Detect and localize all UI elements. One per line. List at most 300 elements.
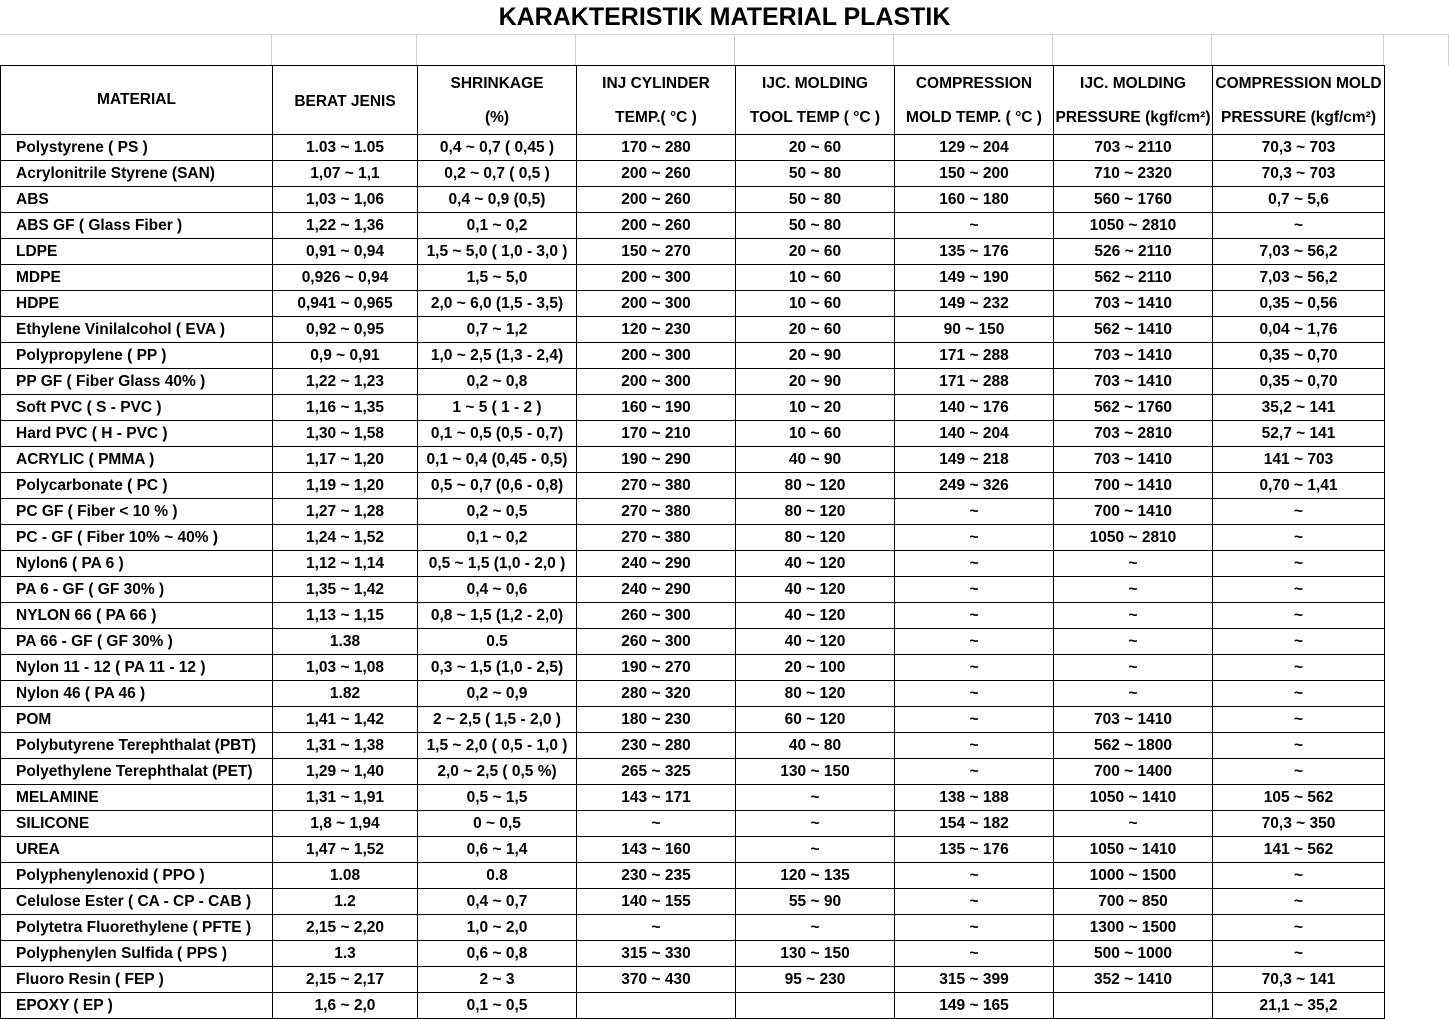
- cell-compression-mold-temp[interactable]: ~: [895, 707, 1054, 733]
- cell-inj-cylinder-temp[interactable]: 120 ~ 230: [577, 317, 736, 343]
- cell-berat-jenis[interactable]: 1.2: [273, 889, 418, 915]
- cell-ijc-tool-temp[interactable]: 130 ~ 150: [736, 941, 895, 967]
- cell-ijc-tool-temp[interactable]: 10 ~ 20: [736, 395, 895, 421]
- cell-compression-mold-temp[interactable]: ~: [895, 733, 1054, 759]
- cell-ijc-pressure[interactable]: 700 ~ 1410: [1054, 473, 1213, 499]
- cell-compression-mold-temp[interactable]: ~: [895, 941, 1054, 967]
- cell-inj-cylinder-temp[interactable]: 140 ~ 155: [577, 889, 736, 915]
- cell-ijc-tool-temp[interactable]: ~: [736, 837, 895, 863]
- cell-inj-cylinder-temp[interactable]: 143 ~ 171: [577, 785, 736, 811]
- cell-shrinkage[interactable]: 2 ~ 2,5 ( 1,5 - 2,0 ): [418, 707, 577, 733]
- cell-material[interactable]: Polycarbonate ( PC ): [1, 473, 273, 499]
- cell-shrinkage[interactable]: 0,5 ~ 1,5: [418, 785, 577, 811]
- cell-compression-mold-temp[interactable]: 150 ~ 200: [895, 161, 1054, 187]
- cell-ijc-tool-temp[interactable]: 50 ~ 80: [736, 213, 895, 239]
- cell-berat-jenis[interactable]: 1.82: [273, 681, 418, 707]
- cell-berat-jenis[interactable]: 1,03 ~ 1,06: [273, 187, 418, 213]
- cell-compression-mold-temp[interactable]: 149 ~ 232: [895, 291, 1054, 317]
- cell-compression-pressure[interactable]: 21,1 ~ 35,2: [1213, 993, 1385, 1019]
- cell-compression-pressure[interactable]: ~: [1213, 915, 1385, 941]
- cell-compression-mold-temp[interactable]: ~: [895, 499, 1054, 525]
- cell-ijc-tool-temp[interactable]: 80 ~ 120: [736, 525, 895, 551]
- cell-material[interactable]: SILICONE: [1, 811, 273, 837]
- cell-inj-cylinder-temp[interactable]: 230 ~ 280: [577, 733, 736, 759]
- cell-inj-cylinder-temp[interactable]: 180 ~ 230: [577, 707, 736, 733]
- empty-cell[interactable]: [0, 34, 272, 66]
- cell-ijc-pressure[interactable]: 1050 ~ 2810: [1054, 525, 1213, 551]
- empty-cell[interactable]: [576, 34, 735, 66]
- cell-shrinkage[interactable]: 0,4 ~ 0,6: [418, 577, 577, 603]
- header-ijc-pressure-unit[interactable]: PRESSURE (kgf/cm²): [1054, 100, 1213, 135]
- cell-berat-jenis[interactable]: 1,30 ~ 1,58: [273, 421, 418, 447]
- cell-ijc-pressure[interactable]: 500 ~ 1000: [1054, 941, 1213, 967]
- cell-compression-mold-temp[interactable]: 149 ~ 218: [895, 447, 1054, 473]
- cell-berat-jenis[interactable]: 1,12 ~ 1,14: [273, 551, 418, 577]
- cell-ijc-tool-temp[interactable]: 55 ~ 90: [736, 889, 895, 915]
- cell-berat-jenis[interactable]: 1,6 ~ 2,0: [273, 993, 418, 1019]
- cell-material[interactable]: MDPE: [1, 265, 273, 291]
- cell-inj-cylinder-temp[interactable]: 280 ~ 320: [577, 681, 736, 707]
- cell-berat-jenis[interactable]: 1.38: [273, 629, 418, 655]
- cell-inj-cylinder-temp[interactable]: 150 ~ 270: [577, 239, 736, 265]
- cell-compression-pressure[interactable]: 35,2 ~ 141: [1213, 395, 1385, 421]
- cell-ijc-tool-temp[interactable]: ~: [736, 811, 895, 837]
- cell-inj-cylinder-temp[interactable]: 170 ~ 210: [577, 421, 736, 447]
- cell-shrinkage[interactable]: 0,2 ~ 0,7 ( 0,5 ): [418, 161, 577, 187]
- cell-berat-jenis[interactable]: 1,29 ~ 1,40: [273, 759, 418, 785]
- cell-ijc-tool-temp[interactable]: 40 ~ 120: [736, 603, 895, 629]
- cell-material[interactable]: Polytetra Fluorethylene ( PFTE ): [1, 915, 273, 941]
- cell-inj-cylinder-temp[interactable]: 190 ~ 290: [577, 447, 736, 473]
- cell-ijc-tool-temp[interactable]: 20 ~ 100: [736, 655, 895, 681]
- cell-berat-jenis[interactable]: 1,47 ~ 1,52: [273, 837, 418, 863]
- cell-inj-cylinder-temp[interactable]: 200 ~ 300: [577, 291, 736, 317]
- cell-berat-jenis[interactable]: 1,19 ~ 1,20: [273, 473, 418, 499]
- table-row: [1, 603, 1385, 629]
- cell-berat-jenis[interactable]: 1,13 ~ 1,15: [273, 603, 418, 629]
- header-mold-temp-unit[interactable]: MOLD TEMP. ( °C ): [895, 100, 1054, 135]
- cell-compression-pressure[interactable]: ~: [1213, 733, 1385, 759]
- cell-berat-jenis[interactable]: 1.08: [273, 863, 418, 889]
- cell-compression-pressure[interactable]: 0,35 ~ 0,70: [1213, 343, 1385, 369]
- header-ijc-molding-pressure[interactable]: IJC. MOLDING: [1054, 66, 1213, 101]
- cell-shrinkage[interactable]: 0,1 ~ 0,5 (0,5 - 0,7): [418, 421, 577, 447]
- cell-shrinkage[interactable]: 0,2 ~ 0,9: [418, 681, 577, 707]
- cell-inj-cylinder-temp[interactable]: 270 ~ 380: [577, 499, 736, 525]
- cell-shrinkage[interactable]: 1,5 ~ 5,0: [418, 265, 577, 291]
- cell-ijc-tool-temp[interactable]: 20 ~ 90: [736, 343, 895, 369]
- cell-ijc-pressure[interactable]: 1000 ~ 1500: [1054, 863, 1213, 889]
- cell-material[interactable]: POM: [1, 707, 273, 733]
- cell-compression-mold-temp[interactable]: ~: [895, 655, 1054, 681]
- cell-compression-pressure[interactable]: 70,3 ~ 703: [1213, 161, 1385, 187]
- cell-shrinkage[interactable]: 1,0 ~ 2,0: [418, 915, 577, 941]
- cell-material[interactable]: Acrylonitrile Styrene (SAN): [1, 161, 273, 187]
- cell-compression-pressure[interactable]: ~: [1213, 499, 1385, 525]
- cell-compression-mold-temp[interactable]: 140 ~ 176: [895, 395, 1054, 421]
- cell-compression-pressure[interactable]: ~: [1213, 213, 1385, 239]
- cell-ijc-tool-temp[interactable]: 40 ~ 120: [736, 629, 895, 655]
- cell-compression-mold-temp[interactable]: 140 ~ 204: [895, 421, 1054, 447]
- cell-ijc-pressure[interactable]: 1050 ~ 1410: [1054, 837, 1213, 863]
- cell-ijc-tool-temp[interactable]: 40 ~ 120: [736, 577, 895, 603]
- cell-shrinkage[interactable]: 0,7 ~ 1,2: [418, 317, 577, 343]
- cell-ijc-pressure[interactable]: 703 ~ 1410: [1054, 369, 1213, 395]
- cell-compression-pressure[interactable]: 105 ~ 562: [1213, 785, 1385, 811]
- cell-compression-pressure[interactable]: ~: [1213, 603, 1385, 629]
- cell-ijc-pressure[interactable]: 1300 ~ 1500: [1054, 915, 1213, 941]
- cell-compression-pressure[interactable]: 0,7 ~ 5,6: [1213, 187, 1385, 213]
- cell-compression-pressure[interactable]: ~: [1213, 551, 1385, 577]
- cell-shrinkage[interactable]: 0,1 ~ 0,4 (0,45 - 0,5): [418, 447, 577, 473]
- cell-ijc-tool-temp[interactable]: 80 ~ 120: [736, 499, 895, 525]
- cell-berat-jenis[interactable]: 2,15 ~ 2,20: [273, 915, 418, 941]
- cell-berat-jenis[interactable]: 1,07 ~ 1,1: [273, 161, 418, 187]
- cell-ijc-tool-temp[interactable]: 40 ~ 120: [736, 551, 895, 577]
- cell-material[interactable]: ABS: [1, 187, 273, 213]
- cell-material[interactable]: PA 6 - GF ( GF 30% ): [1, 577, 273, 603]
- cell-inj-cylinder-temp[interactable]: 270 ~ 380: [577, 473, 736, 499]
- header-material[interactable]: MATERIAL: [1, 66, 273, 135]
- cell-material[interactable]: Nylon 46 ( PA 46 ): [1, 681, 273, 707]
- cell-compression-pressure[interactable]: 141 ~ 562: [1213, 837, 1385, 863]
- cell-shrinkage[interactable]: 0.5: [418, 629, 577, 655]
- header-compression[interactable]: COMPRESSION: [895, 66, 1054, 101]
- cell-inj-cylinder-temp[interactable]: [577, 993, 736, 1019]
- cell-ijc-pressure[interactable]: 562 ~ 1410: [1054, 317, 1213, 343]
- cell-shrinkage[interactable]: 0,1 ~ 0,2: [418, 213, 577, 239]
- cell-material[interactable]: PA 66 - GF ( GF 30% ): [1, 629, 273, 655]
- cell-compression-mold-temp[interactable]: ~: [895, 603, 1054, 629]
- empty-cell[interactable]: [1384, 34, 1449, 66]
- cell-material[interactable]: PC - GF ( Fiber 10% ~ 40% ): [1, 525, 273, 551]
- cell-ijc-pressure[interactable]: ~: [1054, 577, 1213, 603]
- cell-material[interactable]: Nylon 11 - 12 ( PA 11 - 12 ): [1, 655, 273, 681]
- cell-inj-cylinder-temp[interactable]: 190 ~ 270: [577, 655, 736, 681]
- cell-shrinkage[interactable]: 0.8: [418, 863, 577, 889]
- cell-ijc-pressure[interactable]: 700 ~ 1410: [1054, 499, 1213, 525]
- cell-material[interactable]: Nylon6 ( PA 6 ): [1, 551, 273, 577]
- cell-shrinkage[interactable]: 0 ~ 0,5: [418, 811, 577, 837]
- cell-material[interactable]: Polyphenylen Sulfida ( PPS ): [1, 941, 273, 967]
- table-row: [1, 707, 1385, 733]
- cell-ijc-tool-temp[interactable]: 20 ~ 60: [736, 135, 895, 161]
- cell-compression-pressure[interactable]: 70,3 ~ 703: [1213, 135, 1385, 161]
- cell-ijc-tool-temp[interactable]: [736, 993, 895, 1019]
- cell-berat-jenis[interactable]: 0,9 ~ 0,91: [273, 343, 418, 369]
- cell-ijc-tool-temp[interactable]: 20 ~ 60: [736, 317, 895, 343]
- cell-compression-mold-temp[interactable]: ~: [895, 915, 1054, 941]
- cell-berat-jenis[interactable]: 1,24 ~ 1,52: [273, 525, 418, 551]
- cell-ijc-pressure[interactable]: 1050 ~ 1410: [1054, 785, 1213, 811]
- cell-berat-jenis[interactable]: 0,91 ~ 0,94: [273, 239, 418, 265]
- cell-material[interactable]: PP GF ( Fiber Glass 40% ): [1, 369, 273, 395]
- cell-shrinkage[interactable]: 0,2 ~ 0,5: [418, 499, 577, 525]
- cell-compression-pressure[interactable]: ~: [1213, 759, 1385, 785]
- cell-compression-pressure[interactable]: 70,3 ~ 141: [1213, 967, 1385, 993]
- cell-ijc-pressure[interactable]: ~: [1054, 603, 1213, 629]
- cell-material[interactable]: Polyphenylenoxid ( PPO ): [1, 863, 273, 889]
- cell-compression-mold-temp[interactable]: ~: [895, 889, 1054, 915]
- cell-compression-pressure[interactable]: ~: [1213, 681, 1385, 707]
- cell-inj-cylinder-temp[interactable]: 265 ~ 325: [577, 759, 736, 785]
- cell-ijc-pressure[interactable]: 703 ~ 1410: [1054, 343, 1213, 369]
- cell-compression-mold-temp[interactable]: 160 ~ 180: [895, 187, 1054, 213]
- empty-cell[interactable]: [272, 34, 417, 66]
- cell-ijc-pressure[interactable]: ~: [1054, 681, 1213, 707]
- cell-berat-jenis[interactable]: 1.03 ~ 1.05: [273, 135, 418, 161]
- cell-ijc-tool-temp[interactable]: ~: [736, 785, 895, 811]
- cell-inj-cylinder-temp[interactable]: 240 ~ 290: [577, 551, 736, 577]
- cell-compression-pressure[interactable]: ~: [1213, 629, 1385, 655]
- cell-shrinkage[interactable]: 0,6 ~ 1,4: [418, 837, 577, 863]
- cell-berat-jenis[interactable]: 0,92 ~ 0,95: [273, 317, 418, 343]
- cell-berat-jenis[interactable]: 1,31 ~ 1,91: [273, 785, 418, 811]
- cell-ijc-tool-temp[interactable]: 10 ~ 60: [736, 421, 895, 447]
- cell-inj-cylinder-temp[interactable]: 143 ~ 160: [577, 837, 736, 863]
- header-compression-mold[interactable]: COMPRESSION MOLD: [1213, 66, 1385, 101]
- cell-compression-mold-temp[interactable]: ~: [895, 759, 1054, 785]
- cell-compression-mold-temp[interactable]: ~: [895, 525, 1054, 551]
- cell-inj-cylinder-temp[interactable]: 230 ~ 235: [577, 863, 736, 889]
- cell-compression-pressure[interactable]: 7,03 ~ 56,2: [1213, 265, 1385, 291]
- cell-shrinkage[interactable]: 0,3 ~ 1,5 (1,0 - 2,5): [418, 655, 577, 681]
- cell-ijc-tool-temp[interactable]: 130 ~ 150: [736, 759, 895, 785]
- cell-ijc-pressure[interactable]: 352 ~ 1410: [1054, 967, 1213, 993]
- cell-inj-cylinder-temp[interactable]: ~: [577, 811, 736, 837]
- cell-compression-mold-temp[interactable]: 138 ~ 188: [895, 785, 1054, 811]
- cell-berat-jenis[interactable]: 1,35 ~ 1,42: [273, 577, 418, 603]
- cell-compression-pressure[interactable]: ~: [1213, 941, 1385, 967]
- cell-compression-mold-temp[interactable]: ~: [895, 863, 1054, 889]
- cell-shrinkage[interactable]: 1 ~ 5 ( 1 - 2 ): [418, 395, 577, 421]
- cell-compression-mold-temp[interactable]: 249 ~ 326: [895, 473, 1054, 499]
- cell-material[interactable]: MELAMINE: [1, 785, 273, 811]
- cell-ijc-tool-temp[interactable]: 10 ~ 60: [736, 265, 895, 291]
- cell-ijc-pressure[interactable]: ~: [1054, 655, 1213, 681]
- cell-ijc-tool-temp[interactable]: 95 ~ 230: [736, 967, 895, 993]
- cell-berat-jenis[interactable]: 1,16 ~ 1,35: [273, 395, 418, 421]
- cell-shrinkage[interactable]: 2,0 ~ 2,5 ( 0,5 %): [418, 759, 577, 785]
- cell-material[interactable]: Celulose Ester ( CA - CP - CAB ): [1, 889, 273, 915]
- cell-ijc-pressure[interactable]: ~: [1054, 551, 1213, 577]
- cell-shrinkage[interactable]: 0,8 ~ 1,5 (1,2 - 2,0): [418, 603, 577, 629]
- cell-berat-jenis[interactable]: 2,15 ~ 2,17: [273, 967, 418, 993]
- cell-compression-mold-temp[interactable]: ~: [895, 577, 1054, 603]
- header-inj-temp-unit[interactable]: TEMP.( °C ): [577, 100, 736, 135]
- cell-ijc-pressure[interactable]: 703 ~ 2110: [1054, 135, 1213, 161]
- cell-inj-cylinder-temp[interactable]: 200 ~ 300: [577, 343, 736, 369]
- cell-compression-pressure[interactable]: 0,35 ~ 0,56: [1213, 291, 1385, 317]
- cell-ijc-tool-temp[interactable]: 40 ~ 80: [736, 733, 895, 759]
- header-berat-jenis[interactable]: BERAT JENIS: [273, 66, 418, 135]
- cell-ijc-pressure[interactable]: [1054, 993, 1213, 1019]
- cell-ijc-tool-temp[interactable]: 10 ~ 60: [736, 291, 895, 317]
- cell-compression-pressure[interactable]: 141 ~ 703: [1213, 447, 1385, 473]
- cell-inj-cylinder-temp[interactable]: 370 ~ 430: [577, 967, 736, 993]
- cell-shrinkage[interactable]: 1,0 ~ 2,5 (1,3 - 2,4): [418, 343, 577, 369]
- cell-material[interactable]: Hard PVC ( H - PVC ): [1, 421, 273, 447]
- cell-ijc-tool-temp[interactable]: 80 ~ 120: [736, 681, 895, 707]
- cell-compression-mold-temp[interactable]: 135 ~ 176: [895, 837, 1054, 863]
- header-shrinkage[interactable]: SHRINKAGE: [418, 66, 577, 101]
- cell-material[interactable]: NYLON 66 ( PA 66 ): [1, 603, 273, 629]
- cell-compression-mold-temp[interactable]: 129 ~ 204: [895, 135, 1054, 161]
- cell-inj-cylinder-temp[interactable]: 260 ~ 300: [577, 603, 736, 629]
- cell-ijc-pressure[interactable]: 710 ~ 2320: [1054, 161, 1213, 187]
- cell-inj-cylinder-temp[interactable]: 315 ~ 330: [577, 941, 736, 967]
- empty-cell[interactable]: [1053, 34, 1212, 66]
- cell-compression-pressure[interactable]: ~: [1213, 577, 1385, 603]
- cell-berat-jenis[interactable]: 1,17 ~ 1,20: [273, 447, 418, 473]
- cell-berat-jenis[interactable]: 1,03 ~ 1,08: [273, 655, 418, 681]
- cell-compression-mold-temp[interactable]: 90 ~ 150: [895, 317, 1054, 343]
- cell-compression-mold-temp[interactable]: 149 ~ 190: [895, 265, 1054, 291]
- cell-inj-cylinder-temp[interactable]: 200 ~ 300: [577, 369, 736, 395]
- cell-berat-jenis[interactable]: 1,27 ~ 1,28: [273, 499, 418, 525]
- cell-compression-mold-temp[interactable]: ~: [895, 629, 1054, 655]
- cell-ijc-tool-temp[interactable]: 40 ~ 90: [736, 447, 895, 473]
- cell-compression-pressure[interactable]: 0,04 ~ 1,76: [1213, 317, 1385, 343]
- header-comp-pressure-unit[interactable]: PRESSURE (kgf/cm²): [1213, 100, 1385, 135]
- cell-inj-cylinder-temp[interactable]: 260 ~ 300: [577, 629, 736, 655]
- cell-compression-pressure[interactable]: 52,7 ~ 141: [1213, 421, 1385, 447]
- cell-ijc-pressure[interactable]: 560 ~ 1760: [1054, 187, 1213, 213]
- cell-inj-cylinder-temp[interactable]: 270 ~ 380: [577, 525, 736, 551]
- cell-compression-pressure[interactable]: 7,03 ~ 56,2: [1213, 239, 1385, 265]
- cell-compression-mold-temp[interactable]: 149 ~ 165: [895, 993, 1054, 1019]
- cell-berat-jenis[interactable]: 0,941 ~ 0,965: [273, 291, 418, 317]
- cell-material[interactable]: ACRYLIC ( PMMA ): [1, 447, 273, 473]
- cell-compression-mold-temp[interactable]: 171 ~ 288: [895, 343, 1054, 369]
- cell-inj-cylinder-temp[interactable]: 240 ~ 290: [577, 577, 736, 603]
- table-row: [1, 421, 1385, 447]
- cell-berat-jenis[interactable]: 1,31 ~ 1,38: [273, 733, 418, 759]
- cell-compression-pressure[interactable]: ~: [1213, 707, 1385, 733]
- cell-compression-pressure[interactable]: ~: [1213, 655, 1385, 681]
- cell-ijc-tool-temp[interactable]: 120 ~ 135: [736, 863, 895, 889]
- cell-inj-cylinder-temp[interactable]: 160 ~ 190: [577, 395, 736, 421]
- cell-compression-mold-temp[interactable]: ~: [895, 551, 1054, 577]
- cell-compression-mold-temp[interactable]: 171 ~ 288: [895, 369, 1054, 395]
- cell-compression-pressure[interactable]: 70,3 ~ 350: [1213, 811, 1385, 837]
- cell-shrinkage[interactable]: 0,4 ~ 0,7 ( 0,45 ): [418, 135, 577, 161]
- cell-inj-cylinder-temp[interactable]: 200 ~ 300: [577, 265, 736, 291]
- cell-material[interactable]: HDPE: [1, 291, 273, 317]
- cell-ijc-pressure[interactable]: 703 ~ 1410: [1054, 447, 1213, 473]
- cell-ijc-pressure[interactable]: ~: [1054, 629, 1213, 655]
- cell-ijc-pressure[interactable]: 700 ~ 850: [1054, 889, 1213, 915]
- cell-berat-jenis[interactable]: 1.3: [273, 941, 418, 967]
- cell-inj-cylinder-temp[interactable]: 200 ~ 260: [577, 187, 736, 213]
- cell-shrinkage[interactable]: 1,5 ~ 2,0 ( 0,5 - 1,0 ): [418, 733, 577, 759]
- cell-shrinkage[interactable]: 0,4 ~ 0,7: [418, 889, 577, 915]
- cell-shrinkage[interactable]: 2 ~ 3: [418, 967, 577, 993]
- cell-compression-pressure[interactable]: 0,35 ~ 0,70: [1213, 369, 1385, 395]
- cell-compression-pressure[interactable]: ~: [1213, 525, 1385, 551]
- cell-shrinkage[interactable]: 2,0 ~ 6,0 (1,5 - 3,5): [418, 291, 577, 317]
- cell-compression-pressure[interactable]: 0,70 ~ 1,41: [1213, 473, 1385, 499]
- cell-ijc-pressure[interactable]: 703 ~ 2810: [1054, 421, 1213, 447]
- cell-shrinkage[interactable]: 0,2 ~ 0,8: [418, 369, 577, 395]
- cell-material[interactable]: Fluoro Resin ( FEP ): [1, 967, 273, 993]
- cell-material[interactable]: Polypropylene ( PP ): [1, 343, 273, 369]
- cell-ijc-pressure[interactable]: 562 ~ 1760: [1054, 395, 1213, 421]
- cell-compression-mold-temp[interactable]: 154 ~ 182: [895, 811, 1054, 837]
- cell-inj-cylinder-temp[interactable]: ~: [577, 915, 736, 941]
- cell-shrinkage[interactable]: 0,5 ~ 0,7 (0,6 - 0,8): [418, 473, 577, 499]
- material-table: [0, 65, 1385, 1019]
- cell-material[interactable]: Polyethylene Terephthalat (PET): [1, 759, 273, 785]
- cell-material[interactable]: UREA: [1, 837, 273, 863]
- cell-ijc-pressure[interactable]: 562 ~ 2110: [1054, 265, 1213, 291]
- cell-material[interactable]: ABS GF ( Glass Fiber ): [1, 213, 273, 239]
- cell-ijc-tool-temp[interactable]: ~: [736, 915, 895, 941]
- cell-shrinkage[interactable]: 1,5 ~ 5,0 ( 1,0 - 3,0 ): [418, 239, 577, 265]
- cell-material[interactable]: LDPE: [1, 239, 273, 265]
- cell-shrinkage[interactable]: 0,4 ~ 0,9 (0,5): [418, 187, 577, 213]
- cell-compression-mold-temp[interactable]: 135 ~ 176: [895, 239, 1054, 265]
- cell-compression-mold-temp[interactable]: ~: [895, 681, 1054, 707]
- cell-inj-cylinder-temp[interactable]: 170 ~ 280: [577, 135, 736, 161]
- table-row: [1, 629, 1385, 655]
- cell-material[interactable]: PC GF ( Fiber < 10 % ): [1, 499, 273, 525]
- cell-ijc-pressure[interactable]: 703 ~ 1410: [1054, 707, 1213, 733]
- cell-ijc-tool-temp[interactable]: 60 ~ 120: [736, 707, 895, 733]
- cell-material[interactable]: Soft PVC ( S - PVC ): [1, 395, 273, 421]
- cell-ijc-pressure[interactable]: 1050 ~ 2810: [1054, 213, 1213, 239]
- cell-ijc-pressure[interactable]: 700 ~ 1400: [1054, 759, 1213, 785]
- cell-ijc-tool-temp[interactable]: 50 ~ 80: [736, 187, 895, 213]
- cell-shrinkage[interactable]: 0,1 ~ 0,5: [418, 993, 577, 1019]
- cell-berat-jenis[interactable]: 1,22 ~ 1,36: [273, 213, 418, 239]
- cell-material[interactable]: Ethylene Vinilalcohol ( EVA ): [1, 317, 273, 343]
- cell-compression-mold-temp[interactable]: ~: [895, 213, 1054, 239]
- cell-ijc-tool-temp[interactable]: 20 ~ 60: [736, 239, 895, 265]
- empty-cell[interactable]: [894, 34, 1053, 66]
- cell-berat-jenis[interactable]: 1,8 ~ 1,94: [273, 811, 418, 837]
- cell-shrinkage[interactable]: 0,5 ~ 1,5 (1,0 - 2,0 ): [418, 551, 577, 577]
- cell-compression-pressure[interactable]: ~: [1213, 863, 1385, 889]
- cell-shrinkage[interactable]: 0,6 ~ 0,8: [418, 941, 577, 967]
- cell-ijc-pressure[interactable]: ~: [1054, 811, 1213, 837]
- cell-berat-jenis[interactable]: 1,41 ~ 1,42: [273, 707, 418, 733]
- cell-inj-cylinder-temp[interactable]: 200 ~ 260: [577, 213, 736, 239]
- empty-cell[interactable]: [1212, 34, 1384, 66]
- cell-material[interactable]: EPOXY ( EP ): [1, 993, 273, 1019]
- cell-material[interactable]: Polybutyrene Terephthalat (PBT): [1, 733, 273, 759]
- header-ijc-molding-tool[interactable]: IJC. MOLDING: [736, 66, 895, 101]
- cell-ijc-pressure[interactable]: 562 ~ 1800: [1054, 733, 1213, 759]
- cell-ijc-pressure[interactable]: 526 ~ 2110: [1054, 239, 1213, 265]
- cell-ijc-tool-temp[interactable]: 20 ~ 90: [736, 369, 895, 395]
- header-tool-temp-unit[interactable]: TOOL TEMP ( °C ): [736, 100, 895, 135]
- header-shrinkage-unit[interactable]: (%): [418, 100, 577, 135]
- cell-ijc-pressure[interactable]: 703 ~ 1410: [1054, 291, 1213, 317]
- cell-inj-cylinder-temp[interactable]: 200 ~ 260: [577, 161, 736, 187]
- cell-compression-mold-temp[interactable]: 315 ~ 399: [895, 967, 1054, 993]
- cell-ijc-tool-temp[interactable]: 50 ~ 80: [736, 161, 895, 187]
- empty-cell[interactable]: [417, 34, 576, 66]
- cell-compression-pressure[interactable]: ~: [1213, 889, 1385, 915]
- cell-shrinkage[interactable]: 0,1 ~ 0,2: [418, 525, 577, 551]
- cell-material[interactable]: Polystyrene ( PS ): [1, 135, 273, 161]
- cell-berat-jenis[interactable]: 1,22 ~ 1,23: [273, 369, 418, 395]
- empty-cell[interactable]: [735, 34, 894, 66]
- cell-berat-jenis[interactable]: 0,926 ~ 0,94: [273, 265, 418, 291]
- header-inj-cylinder[interactable]: INJ CYLINDER: [577, 66, 736, 101]
- cell-ijc-tool-temp[interactable]: 80 ~ 120: [736, 473, 895, 499]
